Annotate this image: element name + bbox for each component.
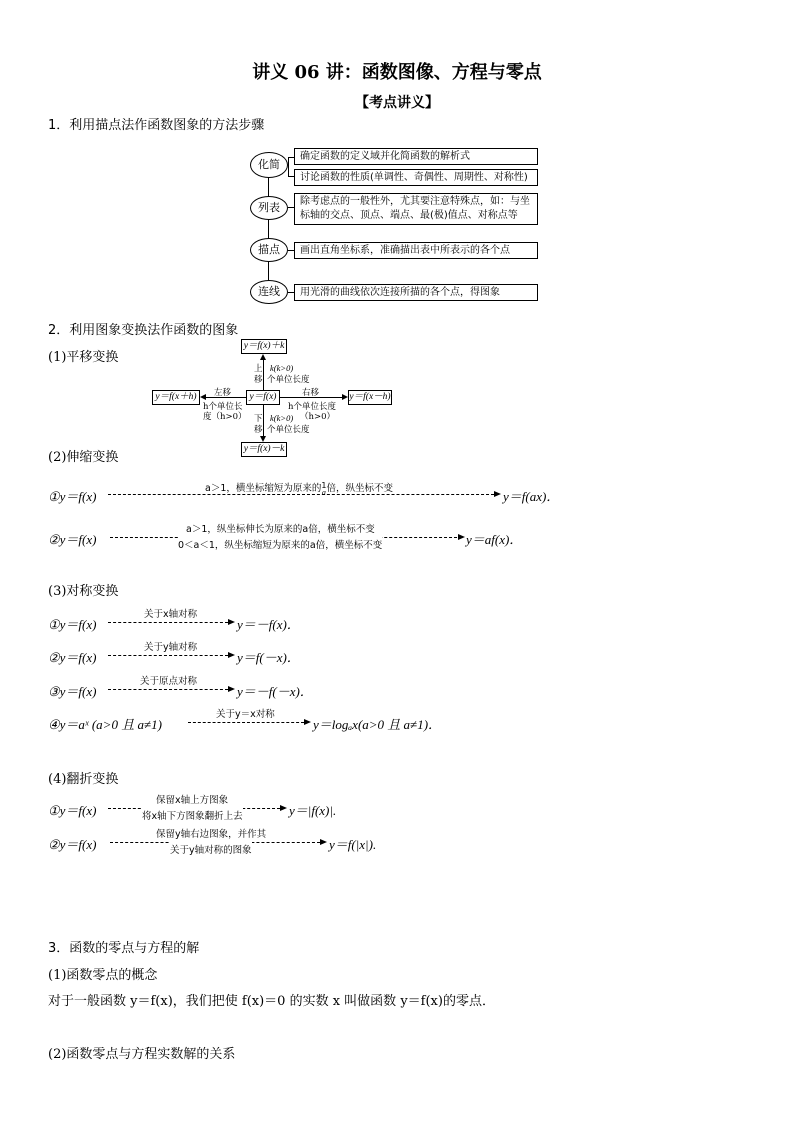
scale-item1-num: 1 xyxy=(321,480,327,490)
scale-item2-cond-1: a＞1，纵坐标伸长为原来的a倍，横坐标不变 xyxy=(186,521,375,535)
scale-item2-right: y＝af(x)． xyxy=(466,532,523,547)
step-label-simplify: 化简 xyxy=(250,152,288,178)
flip-item2-right: y＝f(|x|). xyxy=(329,837,377,852)
flow-connector xyxy=(268,175,269,283)
step-plot-box: 画出直角坐标系，准确描出表中所表示的各个点 xyxy=(294,242,538,259)
page-title: 讲义 06 讲：函数图像、方程与零点 xyxy=(252,62,542,83)
sym-item1-cond: 关于x轴对称 xyxy=(144,609,198,620)
step-connect-box: 用光滑的曲线依次连接所描的各个点，得图象 xyxy=(294,284,538,301)
sym-item1-left: ①y＝f(x) xyxy=(48,617,97,632)
flip-item1-cond-2: 将x轴下方图象翻折上去 xyxy=(142,808,243,822)
step-table-line-2: 标轴的交点、顶点、端点、最(极)值点、对称点等 xyxy=(300,210,518,221)
step-label-plot: 描点 xyxy=(250,238,288,262)
page-subtitle: 【考点讲义】 xyxy=(355,95,439,111)
step-table-line-1: 除考虑点的一般性外，尤其要注意特殊点，如：与坐 xyxy=(300,196,530,207)
sym-item4-right: y＝logₐx(a>0 且 a≠1)． xyxy=(313,717,442,732)
sym-item1-right: y＝－f(x)． xyxy=(237,617,300,632)
sym-item2-left: ②y＝f(x) xyxy=(48,650,97,665)
right-word: 右移 xyxy=(302,388,320,398)
sym-item3-left: ③y＝f(x) xyxy=(48,684,97,699)
down-text-2: 个单位长度 xyxy=(267,425,310,435)
section3-sub2: (2)函数零点与方程实数解的关系 xyxy=(48,1047,236,1062)
scale-item1-den: a xyxy=(321,487,326,497)
flip-item1-right: y＝|f(x)|. xyxy=(289,803,337,818)
section2-heading: 2．利用图象变换法作函数的图象 xyxy=(48,323,239,338)
right-text-2: （h>0） xyxy=(300,412,336,422)
scale-label: (2)伸缩变换 xyxy=(48,450,119,465)
scale-item1-left: ①y＝f(x) xyxy=(48,489,97,504)
up-word: 上 xyxy=(254,364,263,374)
sym-item4-cond: 关于y＝x对称 xyxy=(216,709,275,720)
down-text-1: k(k>0) xyxy=(270,413,294,423)
step-simplify-box-2: 讨论函数的性质(单调性、奇偶性、周期性、对称性) xyxy=(294,169,538,186)
left-word: 左移 xyxy=(214,388,232,398)
flip-item1-cond-1: 保留x轴上方图象 xyxy=(156,792,228,806)
flip-item2-left: ②y＝f(x) xyxy=(48,837,97,852)
bottom-formula-box: y＝f(x)－k xyxy=(241,442,287,457)
scale-item2-left: ②y＝f(x) xyxy=(48,532,97,547)
step-label-connect: 连线 xyxy=(250,280,288,304)
scale-item1-cond xyxy=(205,480,393,496)
flip-item2-cond-2: 关于y轴对称的图象 xyxy=(170,842,252,856)
center-formula-box: y＝f(x) xyxy=(246,390,280,405)
section3-heading: 3．函数的零点与方程的解 xyxy=(48,941,200,956)
step-table-box xyxy=(294,193,538,225)
sym-item3-right: y＝－f(－x)． xyxy=(237,684,313,699)
scale-item2-cond-2: 0＜a＜1，纵坐标缩短为原来的a倍，横坐标不变 xyxy=(178,537,382,551)
top-formula-box: y＝f(x)＋k xyxy=(241,339,287,354)
right-text-1: h个单位长度 xyxy=(288,402,336,412)
sym-item2-cond: 关于y轴对称 xyxy=(144,642,198,653)
section3-sub1-text: 对于一般函数 y＝f(x)，我们把使 f(x)＝0 的实数 x 叫做函数 y＝f(x)的零点． xyxy=(48,994,495,1009)
symmetry-label: (3)对称变换 xyxy=(48,584,119,599)
step-label-table: 列表 xyxy=(250,196,288,220)
left-formula-box: y＝f(x＋h) xyxy=(152,390,200,405)
flip-item1-left: ①y＝f(x) xyxy=(48,803,97,818)
up-text-1: k(k>0) xyxy=(270,363,294,373)
scale-item1-cond-b: 倍，纵坐标不变 xyxy=(326,483,393,494)
flip-label: (4)翻折变换 xyxy=(48,772,119,787)
scale-item1-right: y＝f(ax)． xyxy=(503,489,560,504)
translate-label: (1)平移变换 xyxy=(48,350,119,365)
down-word: 下 xyxy=(254,414,263,424)
right-formula-box: y＝f(x－h) xyxy=(348,390,392,405)
section3-sub1: (1)函数零点的概念 xyxy=(48,968,158,983)
up-text-2: 个单位长度 xyxy=(267,375,310,385)
up-word-2: 移 xyxy=(254,375,263,385)
sym-item2-right: y＝f(－x)． xyxy=(237,650,300,665)
sym-item4-left: ④y＝aˣ (a>0 且 a≠1) xyxy=(48,717,162,732)
left-text-1: h个单位长 xyxy=(203,402,243,412)
step-simplify-box-1: 确定函数的定义域并化简函数的解析式 xyxy=(294,148,538,165)
flip-item2-cond-1: 保留y轴右边图象，并作其 xyxy=(156,826,266,840)
sym-item3-cond: 关于原点对称 xyxy=(140,676,198,687)
left-text-2: 度（h>0） xyxy=(203,412,247,422)
section1-heading: 1．利用描点法作函数图象的方法步骤 xyxy=(48,118,265,133)
scale-item1-cond-a: a＞1，横坐标缩短为原来的 xyxy=(205,483,322,494)
down-word-2: 移 xyxy=(254,425,263,435)
